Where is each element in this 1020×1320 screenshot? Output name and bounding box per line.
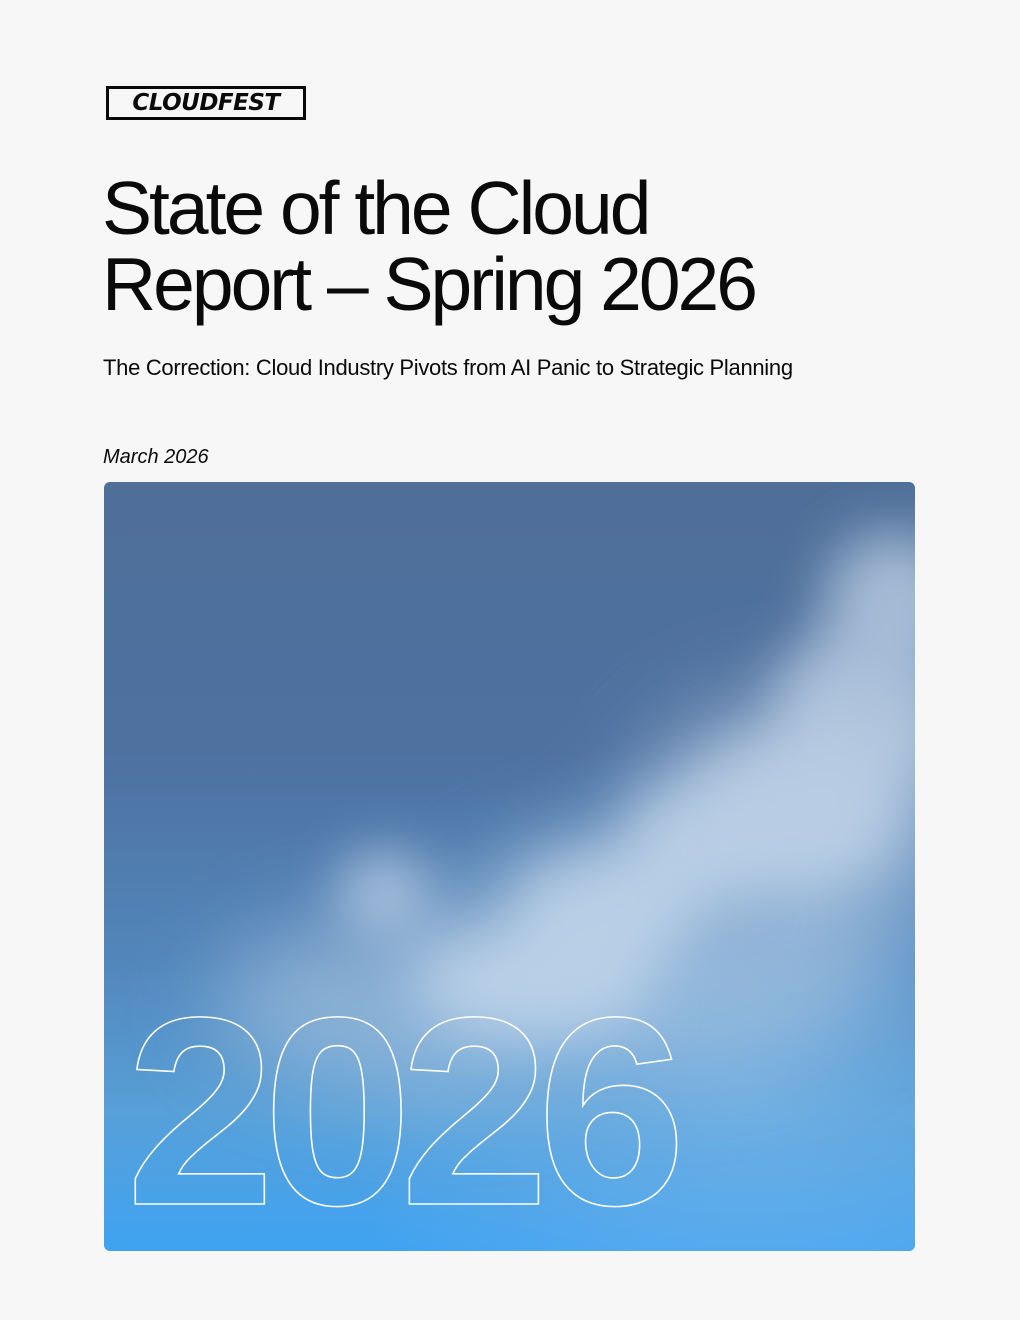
publication-date: March 2026 (103, 446, 209, 468)
report-title-line-2: Report – Spring 2026 (102, 242, 755, 326)
report-subtitle: The Correction: Cloud Industry Pivots from AI Panic to Strategic Planning (103, 355, 793, 380)
cloud-illustration (104, 482, 915, 1251)
report-title-line-1: State of the Cloud (102, 166, 649, 250)
year-outline-text: 2026 (126, 961, 675, 1251)
report-title (102, 166, 962, 326)
cloudfest-logo: CLOUDFEST (106, 86, 306, 120)
cover-cloud-image (104, 482, 915, 1251)
